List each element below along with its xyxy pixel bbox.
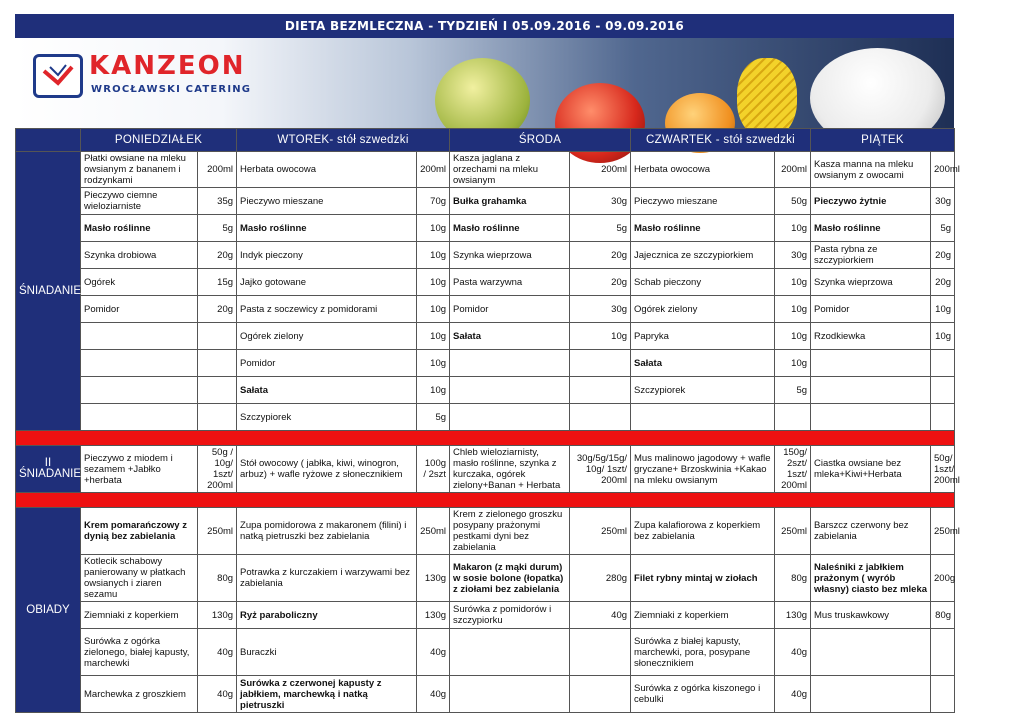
dish: Pieczywo z miodem i sezamem +Jabłko +herbata bbox=[81, 446, 198, 493]
table-row bbox=[16, 296, 955, 323]
table-row bbox=[16, 404, 955, 431]
portion: 50g / 10g/ 1szt/ 200ml bbox=[198, 446, 237, 493]
dish: Szynka wieprzowa bbox=[811, 269, 931, 296]
dish bbox=[811, 404, 931, 431]
table-row bbox=[16, 446, 955, 493]
dish: Pomidor bbox=[81, 296, 198, 323]
table-row bbox=[16, 323, 955, 350]
dish: Masło roślinne bbox=[450, 215, 570, 242]
dish: Kasza manna na mleku owsianym z owocami bbox=[811, 152, 931, 188]
dish: Kotlecik schabowy panierowany w płatkach owsianych i ziaren sezamu bbox=[81, 555, 198, 602]
portion: 50g/ 1szt/ 200ml bbox=[931, 446, 955, 493]
portion bbox=[570, 377, 631, 404]
portion: 130g bbox=[775, 602, 811, 629]
dish bbox=[450, 676, 570, 713]
portion: 10g bbox=[417, 242, 450, 269]
table-row bbox=[16, 676, 955, 713]
table-row bbox=[16, 242, 955, 269]
dish: Szynka drobiowa bbox=[81, 242, 198, 269]
portion bbox=[931, 404, 955, 431]
dish: Surówka z ogórka zielonego, białej kapusty, marchewki bbox=[81, 629, 198, 676]
dish bbox=[811, 676, 931, 713]
dish bbox=[450, 404, 570, 431]
dish bbox=[81, 323, 198, 350]
dish: Szynka wieprzowa bbox=[450, 242, 570, 269]
portion bbox=[198, 350, 237, 377]
dish: Pasta warzywna bbox=[450, 269, 570, 296]
dish: Szczypiorek bbox=[631, 377, 775, 404]
portion: 10g bbox=[417, 269, 450, 296]
dish: Pomidor bbox=[811, 296, 931, 323]
portion: 5g bbox=[775, 377, 811, 404]
table-row bbox=[16, 152, 955, 188]
portion: 130g bbox=[198, 602, 237, 629]
dish: Ziemniaki z koperkiem bbox=[81, 602, 198, 629]
menu-page bbox=[15, 14, 960, 720]
corner-cell bbox=[16, 129, 81, 152]
dish: Pieczywo ciemne wieloziarniste bbox=[81, 188, 198, 215]
portion: 10g bbox=[775, 269, 811, 296]
portion: 200ml bbox=[931, 152, 955, 188]
dish bbox=[81, 377, 198, 404]
dish: Płatki owsiane na mleku owsianym z bananem i rodzynkami bbox=[81, 152, 198, 188]
portion: 200ml bbox=[570, 152, 631, 188]
portion: 200ml bbox=[198, 152, 237, 188]
portion: 30g bbox=[570, 188, 631, 215]
dish: Ogórek zielony bbox=[631, 296, 775, 323]
portion: 5g bbox=[417, 404, 450, 431]
portion bbox=[931, 676, 955, 713]
dish: Schab pieczony bbox=[631, 269, 775, 296]
dish: Herbata owocowa bbox=[237, 152, 417, 188]
dish: Marchewka z groszkiem bbox=[81, 676, 198, 713]
dish: Masło roślinne bbox=[237, 215, 417, 242]
dish: Masło roślinne bbox=[811, 215, 931, 242]
dish: Makaron (z mąki durum) w sosie bolone (łopatka) z ziołami bez zabielania bbox=[450, 555, 570, 602]
portion bbox=[570, 676, 631, 713]
logo-subtitle: WROCŁAWSKI CATERING bbox=[91, 84, 252, 95]
portion: 250ml bbox=[417, 508, 450, 555]
dish bbox=[450, 377, 570, 404]
portion: 20g bbox=[570, 269, 631, 296]
dish: Papryka bbox=[631, 323, 775, 350]
portion: 250ml bbox=[775, 508, 811, 555]
dish bbox=[811, 377, 931, 404]
portion: 80g bbox=[931, 602, 955, 629]
portion: 20g bbox=[570, 242, 631, 269]
dish: Mus malinowo jagodowy + wafle gryczane+ Brzoskwinia +Kakao na mleku owsianym bbox=[631, 446, 775, 493]
portion bbox=[775, 404, 811, 431]
portion: 30g/5g/15g/ 10g/ 1szt/ 200ml bbox=[570, 446, 631, 493]
table-row bbox=[16, 377, 955, 404]
portion: 250ml bbox=[198, 508, 237, 555]
dish: Ogórek bbox=[81, 269, 198, 296]
dish: Jajecznica ze szczypiorkiem bbox=[631, 242, 775, 269]
dish: Potrawka z kurczakiem i warzywami bez zabielania bbox=[237, 555, 417, 602]
portion: 40g bbox=[775, 629, 811, 676]
corn-image bbox=[737, 58, 797, 138]
table-row bbox=[16, 188, 955, 215]
meal-lunch: OBIADY bbox=[16, 508, 81, 713]
portion: 20g bbox=[198, 296, 237, 323]
portion: 80g bbox=[198, 555, 237, 602]
portion bbox=[570, 404, 631, 431]
dish: Rzodkiewka bbox=[811, 323, 931, 350]
dish: Pasta z soczewicy z pomidorami bbox=[237, 296, 417, 323]
portion bbox=[198, 404, 237, 431]
portion: 10g bbox=[417, 215, 450, 242]
portion: 20g bbox=[931, 269, 955, 296]
portion: 20g bbox=[931, 242, 955, 269]
dish: Buraczki bbox=[237, 629, 417, 676]
meal-second-breakfast: II ŚNIADANIE bbox=[16, 446, 81, 493]
table-row bbox=[16, 350, 955, 377]
portion: 130g bbox=[417, 555, 450, 602]
dish bbox=[81, 404, 198, 431]
dish: Surówka z czerwonej kapusty z jabłkiem, marchewką i natką pietruszki bbox=[237, 676, 417, 713]
portion: 40g bbox=[417, 629, 450, 676]
portion: 280g bbox=[570, 555, 631, 602]
portion: 10g bbox=[417, 350, 450, 377]
dish: Ryż paraboliczny bbox=[237, 602, 417, 629]
dish: Bułka grahamka bbox=[450, 188, 570, 215]
portion: 10g bbox=[417, 296, 450, 323]
dish: Pieczywo mieszane bbox=[631, 188, 775, 215]
portion: 40g bbox=[198, 676, 237, 713]
portion: 5g bbox=[570, 215, 631, 242]
portion: 40g bbox=[198, 629, 237, 676]
dish: Pieczywo mieszane bbox=[237, 188, 417, 215]
dish: Ciastka owsiane bez mleka+Kiwi+Herbata bbox=[811, 446, 931, 493]
dish bbox=[450, 350, 570, 377]
portion: 10g bbox=[775, 215, 811, 242]
portion: 40g bbox=[775, 676, 811, 713]
dish: Mus truskawkowy bbox=[811, 602, 931, 629]
portion: 70g bbox=[417, 188, 450, 215]
portion: 250ml bbox=[931, 508, 955, 555]
portion: 200ml bbox=[775, 152, 811, 188]
portion: 10g bbox=[417, 323, 450, 350]
dish: Masło roślinne bbox=[631, 215, 775, 242]
portion: 100g / 2szt bbox=[417, 446, 450, 493]
portion: 35g bbox=[198, 188, 237, 215]
day-wednesday: ŚRODA bbox=[450, 129, 631, 152]
portion: 150g/ 2szt/ 1szt/ 200ml bbox=[775, 446, 811, 493]
portion: 10g bbox=[417, 377, 450, 404]
portion bbox=[198, 323, 237, 350]
day-tuesday: WTOREK- stół szwedzki bbox=[237, 129, 450, 152]
dish bbox=[81, 350, 198, 377]
dish: Sałata bbox=[450, 323, 570, 350]
portion: 80g bbox=[775, 555, 811, 602]
meal-breakfast: ŚNIADANIE bbox=[16, 152, 81, 431]
table-row bbox=[16, 555, 955, 602]
portion: 5g bbox=[931, 215, 955, 242]
portion bbox=[570, 350, 631, 377]
dish: Herbata owocowa bbox=[631, 152, 775, 188]
dish: Chleb wieloziarnisty, masło roślinne, szynka z kurczaka, ogórek zielony+Banan + Herbata bbox=[450, 446, 570, 493]
dish: Pomidor bbox=[450, 296, 570, 323]
portion: 10g bbox=[570, 323, 631, 350]
table-row bbox=[16, 629, 955, 676]
portion: 30g bbox=[775, 242, 811, 269]
dish: Pieczywo żytnie bbox=[811, 188, 931, 215]
day-monday: PONIEDZIAŁEK bbox=[81, 129, 237, 152]
table-row bbox=[16, 602, 955, 629]
dish bbox=[811, 350, 931, 377]
portion: 10g bbox=[931, 323, 955, 350]
dish: Zupa pomidorowa z makaronem (filini) i natką pietruszki bez zabielania bbox=[237, 508, 417, 555]
portion: 200ml bbox=[417, 152, 450, 188]
dish: Naleśniki z jabłkiem prażonym ( wyrób własny) ciasto bez mleka bbox=[811, 555, 931, 602]
dish bbox=[811, 629, 931, 676]
page-title: DIETA BEZMLECZNA - TYDZIEŃ I 05.09.2016 - 09.09.2016 bbox=[15, 14, 954, 38]
portion bbox=[198, 377, 237, 404]
portion: 10g bbox=[931, 296, 955, 323]
portion bbox=[931, 377, 955, 404]
portion: 10g bbox=[775, 296, 811, 323]
dish: Ziemniaki z koperkiem bbox=[631, 602, 775, 629]
portion: 15g bbox=[198, 269, 237, 296]
dish: Masło roślinne bbox=[81, 215, 198, 242]
portion: 130g bbox=[417, 602, 450, 629]
dish: Surówka z pomidorów i szczypiorku bbox=[450, 602, 570, 629]
dish: Szczypiorek bbox=[237, 404, 417, 431]
portion bbox=[931, 629, 955, 676]
dish: Pomidor bbox=[237, 350, 417, 377]
dish: Filet rybny mintaj w ziołach bbox=[631, 555, 775, 602]
portion: 200g bbox=[931, 555, 955, 602]
portion: 40g bbox=[417, 676, 450, 713]
portion: 250ml bbox=[570, 508, 631, 555]
separator-row bbox=[16, 493, 955, 508]
dish: Surówka z białej kapusty, marchewki, pora, posypane słonecznikiem bbox=[631, 629, 775, 676]
dish: Sałata bbox=[237, 377, 417, 404]
dish: Ogórek zielony bbox=[237, 323, 417, 350]
day-header-row bbox=[16, 129, 955, 152]
portion: 20g bbox=[198, 242, 237, 269]
portion: 40g bbox=[570, 602, 631, 629]
logo-icon bbox=[33, 54, 83, 98]
dish: Kasza jaglana z orzechami na mleku owsianym bbox=[450, 152, 570, 188]
portion: 30g bbox=[931, 188, 955, 215]
logo-name: KANZEON bbox=[89, 51, 246, 81]
table-row bbox=[16, 269, 955, 296]
table-row bbox=[16, 508, 955, 555]
dish: Krem z zielonego groszku posypany prażonymi pestkami dyni bez zabielania bbox=[450, 508, 570, 555]
dish bbox=[450, 629, 570, 676]
day-thursday: CZWARTEK - stół szwedzki bbox=[631, 129, 811, 152]
portion: 30g bbox=[570, 296, 631, 323]
header-banner bbox=[15, 38, 954, 128]
dish: Indyk pieczony bbox=[237, 242, 417, 269]
dish: Krem pomarańczowy z dynią bez zabielania bbox=[81, 508, 198, 555]
portion: 10g bbox=[775, 350, 811, 377]
dish: Zupa kalafiorowa z koperkiem bez zabielania bbox=[631, 508, 775, 555]
portion: 50g bbox=[775, 188, 811, 215]
separator-row bbox=[16, 431, 955, 446]
dish: Sałata bbox=[631, 350, 775, 377]
portion bbox=[570, 629, 631, 676]
dish: Pasta rybna ze szczypiorkiem bbox=[811, 242, 931, 269]
dish bbox=[631, 404, 775, 431]
dish: Stół owocowy ( jabłka, kiwi, winogron, arbuz) + wafle ryżowe z słonecznikiem bbox=[237, 446, 417, 493]
dish: Barszcz czerwony bez zabielania bbox=[811, 508, 931, 555]
dish: Surówka z ogórka kiszonego i cebulki bbox=[631, 676, 775, 713]
table-row bbox=[16, 215, 955, 242]
portion: 5g bbox=[198, 215, 237, 242]
portion: 10g bbox=[775, 323, 811, 350]
day-friday: PIĄTEK bbox=[811, 129, 955, 152]
dish: Jajko gotowane bbox=[237, 269, 417, 296]
menu-table bbox=[15, 128, 960, 713]
portion bbox=[931, 350, 955, 377]
